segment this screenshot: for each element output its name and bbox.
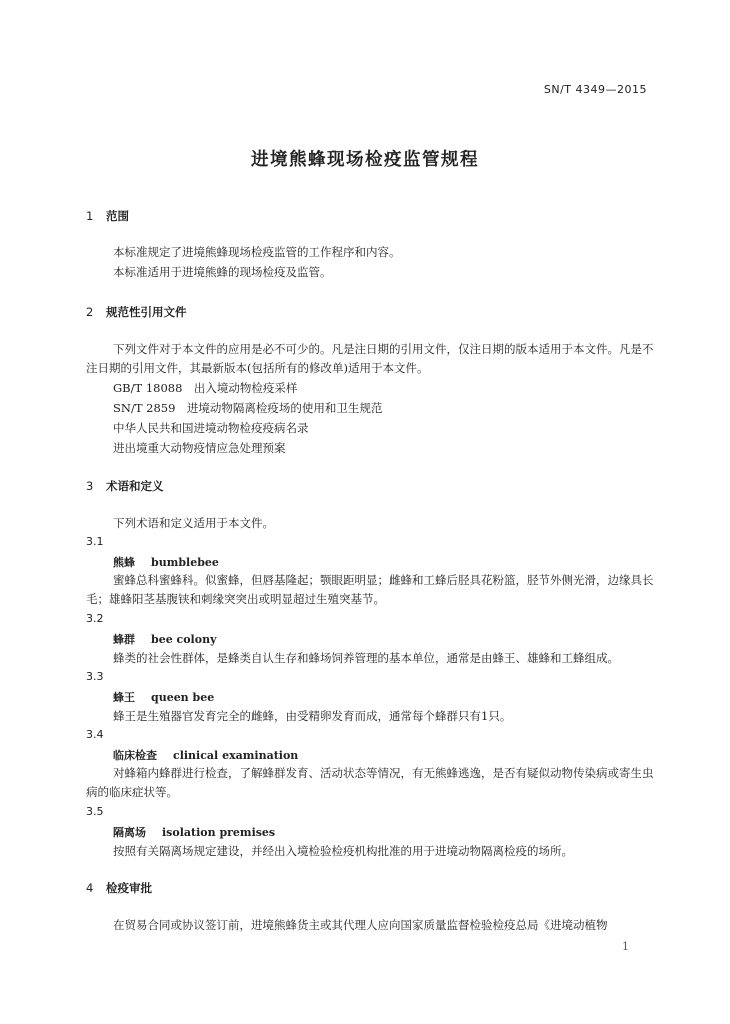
term-heading	[113, 554, 219, 570]
section-title: 术语和定义	[106, 479, 164, 493]
term-heading	[113, 824, 275, 840]
paragraph: 本标准适用于进境熊蜂的现场检疫及监管。	[113, 265, 332, 279]
term-chinese: 隔离场	[113, 826, 146, 839]
term-definition: 蜜蜂总科蜜蜂科。似蜜蜂，但唇基隆起；颚眼距明显；雌蜂和工蜂后胫具花粉篮，胫节外侧光滑，边缘具长毛；雄蜂阳茎基腹铗和刺缘突突出或明显超过生殖突基节。	[86, 573, 654, 606]
term-number: 3.1	[86, 535, 104, 548]
term-chinese: 蜂群	[113, 633, 135, 646]
section-title: 规范性引用文件	[106, 305, 187, 319]
reference-item: 进出境重大动物疫情应急处理预案	[113, 441, 286, 455]
term-heading	[113, 631, 216, 647]
term-definition: 对蜂箱内蜂群进行检查，了解蜂群发育、活动状态等情况，有无熊蜂逃逸，是否有疑似动物传染病或寄生虫病的临床症状等。	[86, 766, 654, 799]
document-title: 进境熊蜂现场检疫监管规程	[251, 150, 479, 170]
term-english: queen bee	[151, 691, 215, 704]
standard-number: SN/T 4349—2015	[543, 83, 647, 96]
term-heading	[113, 689, 214, 705]
section-number: 4	[86, 881, 94, 895]
term-english: clinical examination	[173, 749, 299, 762]
term-number: 3.2	[86, 612, 104, 625]
term-english: isolation premises	[162, 826, 276, 839]
term-definition: 蜂类的社会性群体，是蜂类自认生存和蜂场饲养管理的基本单位，通常是由蜂王、雄蜂和工蜂组成。	[113, 651, 619, 665]
paragraph: 本标准规定了进境熊蜂现场检疫监管的工作程序和内容。	[113, 245, 401, 259]
term-number: 3.5	[86, 805, 104, 818]
section-title: 范围	[106, 209, 129, 223]
term-chinese: 蜂王	[113, 691, 135, 704]
term-definition: 蜂王是生殖器官发育完全的雌蜂，由受精卵发育而成，通常每个蜂群只有1只。	[113, 709, 512, 723]
reference-item: SN/T 2859 进境动物隔离检疫场的使用和卫生规范	[113, 401, 383, 415]
term-english: bee colony	[151, 633, 217, 646]
term-chinese: 临床检查	[113, 749, 157, 762]
reference-item: 中华人民共和国进境动物检疫疫病名录	[113, 421, 309, 435]
paragraph: 下列文件对于本文件的应用是必不可少的。凡是注日期的引用文件，仅注日期的版本适用于本文件。凡是不注日期的引用文件，其最新版本(包括所有的修改单)适用于本文件。	[86, 342, 654, 375]
section-number: 1	[86, 209, 94, 223]
term-definition: 按照有关隔离场规定建设，并经出入境检验检疫机构批准的用于进境动物隔离检疫的场所。	[113, 844, 573, 858]
section-heading-terms	[86, 478, 164, 494]
section-heading-normative-references	[86, 304, 187, 320]
page-number: 1	[622, 940, 629, 953]
term-heading	[113, 747, 298, 763]
section-number: 3	[86, 479, 94, 493]
term-number: 3.3	[86, 670, 104, 683]
paragraph: 在贸易合同或协议签订前，进境熊蜂货主或其代理人应向国家质量监督检验检疫总局《进境动植物	[113, 918, 608, 932]
term-english: bumblebee	[151, 556, 219, 569]
section-number: 2	[86, 305, 94, 319]
paragraph: 下列术语和定义适用于本文件。	[113, 516, 274, 530]
section-heading-quarantine-approval	[86, 880, 152, 896]
section-heading-scope	[86, 208, 129, 224]
section-title: 检疫审批	[106, 881, 152, 895]
reference-item: GB/T 18088 出入境动物检疫采样	[113, 381, 298, 395]
term-chinese: 熊蜂	[113, 556, 135, 569]
term-number: 3.4	[86, 728, 104, 741]
